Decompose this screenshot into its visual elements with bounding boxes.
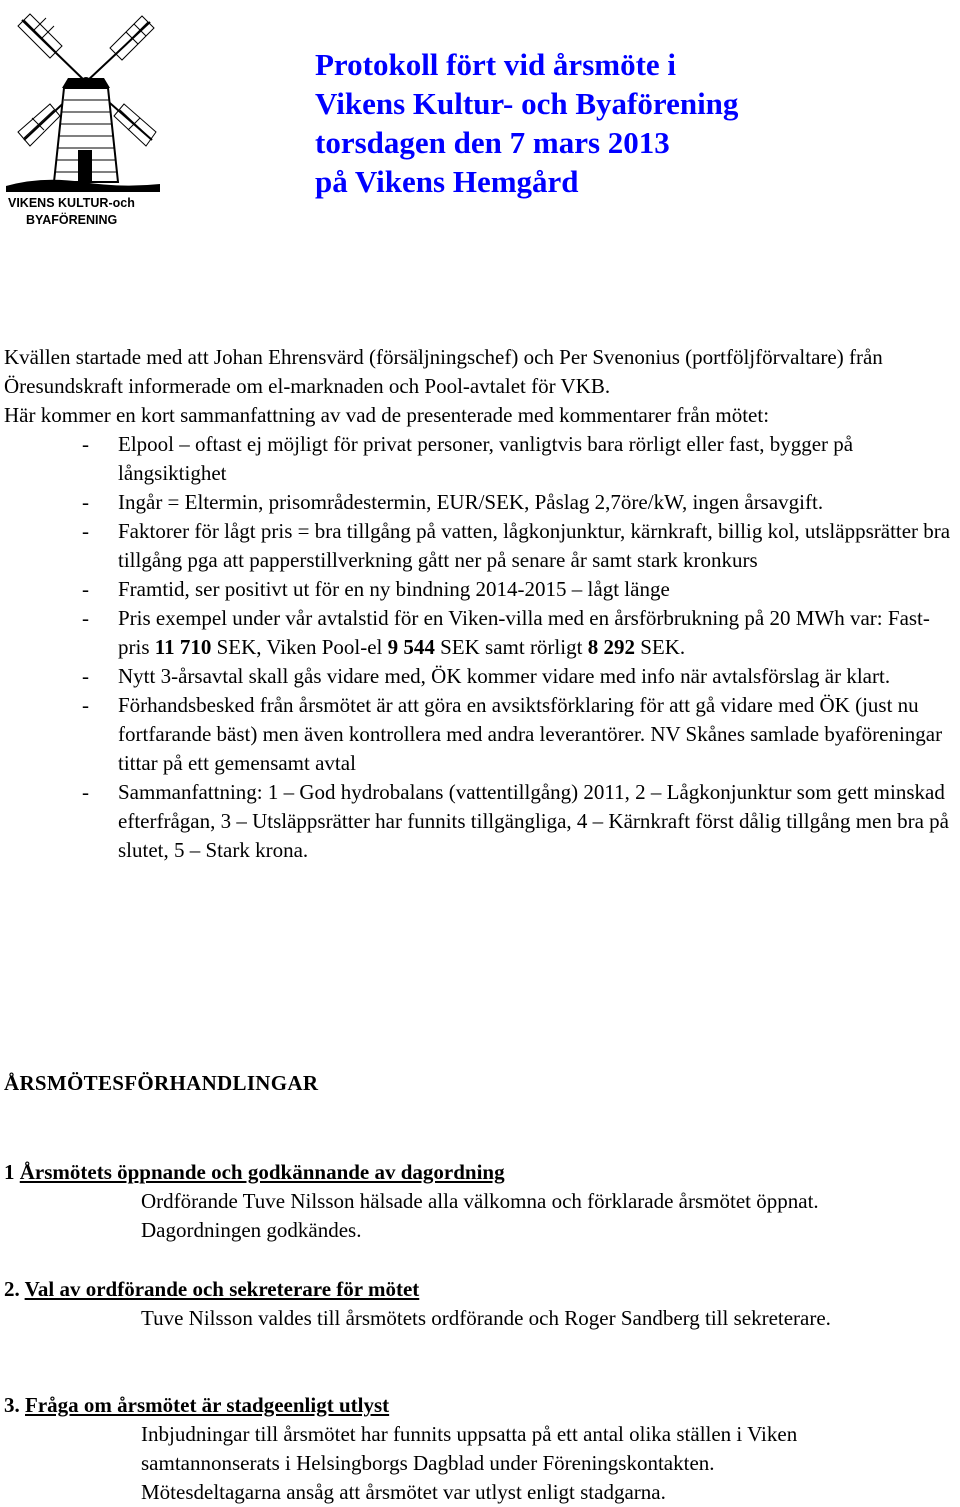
price-text-a: Pris exempel under vår avtalstid för en Viken-villa med en årsförbrukning på 20 MWh var: Fast-pris <box>118 606 930 659</box>
price-text-g: SEK. <box>634 635 686 659</box>
logo-text-line1: VIKENS KULTUR-och <box>8 196 135 210</box>
intro-section <box>4 343 954 865</box>
section-heading: ÅRSMÖTESFÖRHANDLINGAR <box>4 1071 319 1095</box>
agenda-item-number: 1 <box>4 1160 20 1184</box>
price-text-c: SEK, Viken Pool-el <box>211 635 388 659</box>
agenda-item-3 <box>4 1391 954 1507</box>
document-title <box>315 45 738 201</box>
agenda-item-text: Ordförande Tuve Nilsson hälsade alla välkomna och förklarade årsmötet öppnat. <box>141 1189 819 1213</box>
list-item <box>4 430 954 488</box>
bullet-dash: - <box>82 780 89 804</box>
agenda-item-1 <box>4 1158 954 1245</box>
agenda-item-text: Tuve Nilsson valdes till årsmötets ordförande och Roger Sandberg till sekreterare. <box>141 1306 831 1330</box>
bullet-dash: - <box>82 432 89 456</box>
list-item <box>4 575 954 604</box>
agenda-item-heading <box>4 1391 954 1420</box>
agenda-item-title: Val av ordförande och sekreterare för mötet <box>24 1277 420 1301</box>
list-item <box>4 691 954 778</box>
list-item <box>4 778 954 865</box>
bullet-dash: - <box>82 664 89 688</box>
pool-price-value: 9 544 <box>387 635 435 659</box>
title-line: Vikens Kultur- och Byaförening <box>315 86 739 121</box>
list-item <box>4 488 954 517</box>
agenda-item-text: Dagordningen godkändes. <box>141 1218 362 1242</box>
logo-text-line2: BYAFÖRENING <box>26 213 118 227</box>
bullet-dash: - <box>82 606 89 630</box>
price-text-e: SEK samt rörligt <box>434 635 588 659</box>
bullet-text: Sammanfattning: 1 – God hydrobalans (vattentillgång) 2011, 2 – Lågkonjunktur som gett minskad efterfrågan, 3 – Utsläppsrätter har funnits tillgängliga, 4 – Kärnkraft först dålig tillgång men bra på slutet, 5 – Stark krona. <box>118 780 949 862</box>
bullet-dash: - <box>82 577 89 601</box>
agenda-item-heading <box>4 1158 954 1187</box>
agenda-item-heading <box>4 1275 954 1304</box>
bullet-text: Elpool – oftast ej möjligt för privat personer, vanligtvis bara rörligt eller fast, bygger på långsiktighet <box>118 432 854 485</box>
bullet-dash: - <box>82 490 89 514</box>
list-item <box>4 662 954 691</box>
variable-price-value: 8 292 <box>587 635 635 659</box>
fixed-price-value: 11 710 <box>154 635 212 659</box>
agenda-item-body <box>4 1187 954 1245</box>
agenda-item-text: Mötesdeltagarna ansåg att årsmötet var utlyst enligt stadgarna. <box>141 1480 666 1504</box>
bullet-text: Framtid, ser positivt ut för en ny bindning 2014-2015 – lågt länge <box>118 577 670 601</box>
agenda-item-number: 2. <box>4 1277 25 1301</box>
agenda-item-body <box>4 1304 861 1333</box>
agenda-item-body <box>4 1420 931 1507</box>
bullet-text: Förhandsbesked från årsmötet är att göra en avsiktsförklaring för att gå vidare med ÖK (just nu fortfarande bäst) men även kontrollera med andra leverantörer. NV Skånes samlade byaföreningar tittar på ett gemensamt avtal <box>118 693 943 775</box>
summary-bullet-list <box>4 430 954 865</box>
title-line: på Vikens Hemgård <box>315 164 579 199</box>
bullet-dash: - <box>82 519 89 543</box>
bullet-text: Nytt 3-årsavtal skall gås vidare med, ÖK kommer vidare med info när avtalsförslag är klart. <box>118 664 891 688</box>
summary-lead-paragraph: Här kommer en kort sammanfattning av vad de presenterade med kommentarer från mötet: <box>4 403 770 427</box>
agenda-item-2 <box>4 1275 954 1333</box>
agenda-item-title: Årsmötets öppnande och godkännande av dagordning <box>19 1160 505 1184</box>
windmill-icon <box>2 0 162 196</box>
title-line: Protokoll fört vid årsmöte i <box>315 47 677 82</box>
list-item <box>4 517 954 575</box>
price-example-item <box>4 604 954 662</box>
bullet-text: Faktorer för lågt pris = bra tillgång på vatten, lågkonjunktur, kärnkraft, billig kol, utsläppsrätter bra tillgång pga att papperstillverkning gått ner på senare år samt stark kronkurs <box>118 519 951 572</box>
bullet-dash: - <box>82 693 89 717</box>
intro-paragraph: Kvällen startade med att Johan Ehrensvärd (försäljningschef) och Per Svenonius (portföljförvaltare) från Öresundskraft informerade om el-marknaden och Pool-avtalet för VKB. <box>4 345 883 398</box>
association-logo <box>2 0 162 236</box>
agenda-item-text: Inbjudningar till årsmötet har funnits uppsatta på ett antal olika ställen i Viken samtannonserats i Helsingborgs Dagblad under Föreningskontakten. <box>141 1422 798 1475</box>
agenda-item-number: 3. <box>4 1393 25 1417</box>
bullet-text: Ingår = Eltermin, prisområdestermin, EUR/SEK, Påslag 2,7öre/kW, ingen årsavgift. <box>118 490 824 514</box>
agenda-item-title: Fråga om årsmötet är stadgeenligt utlyst <box>25 1393 390 1417</box>
title-line: torsdagen den 7 mars 2013 <box>315 125 670 160</box>
